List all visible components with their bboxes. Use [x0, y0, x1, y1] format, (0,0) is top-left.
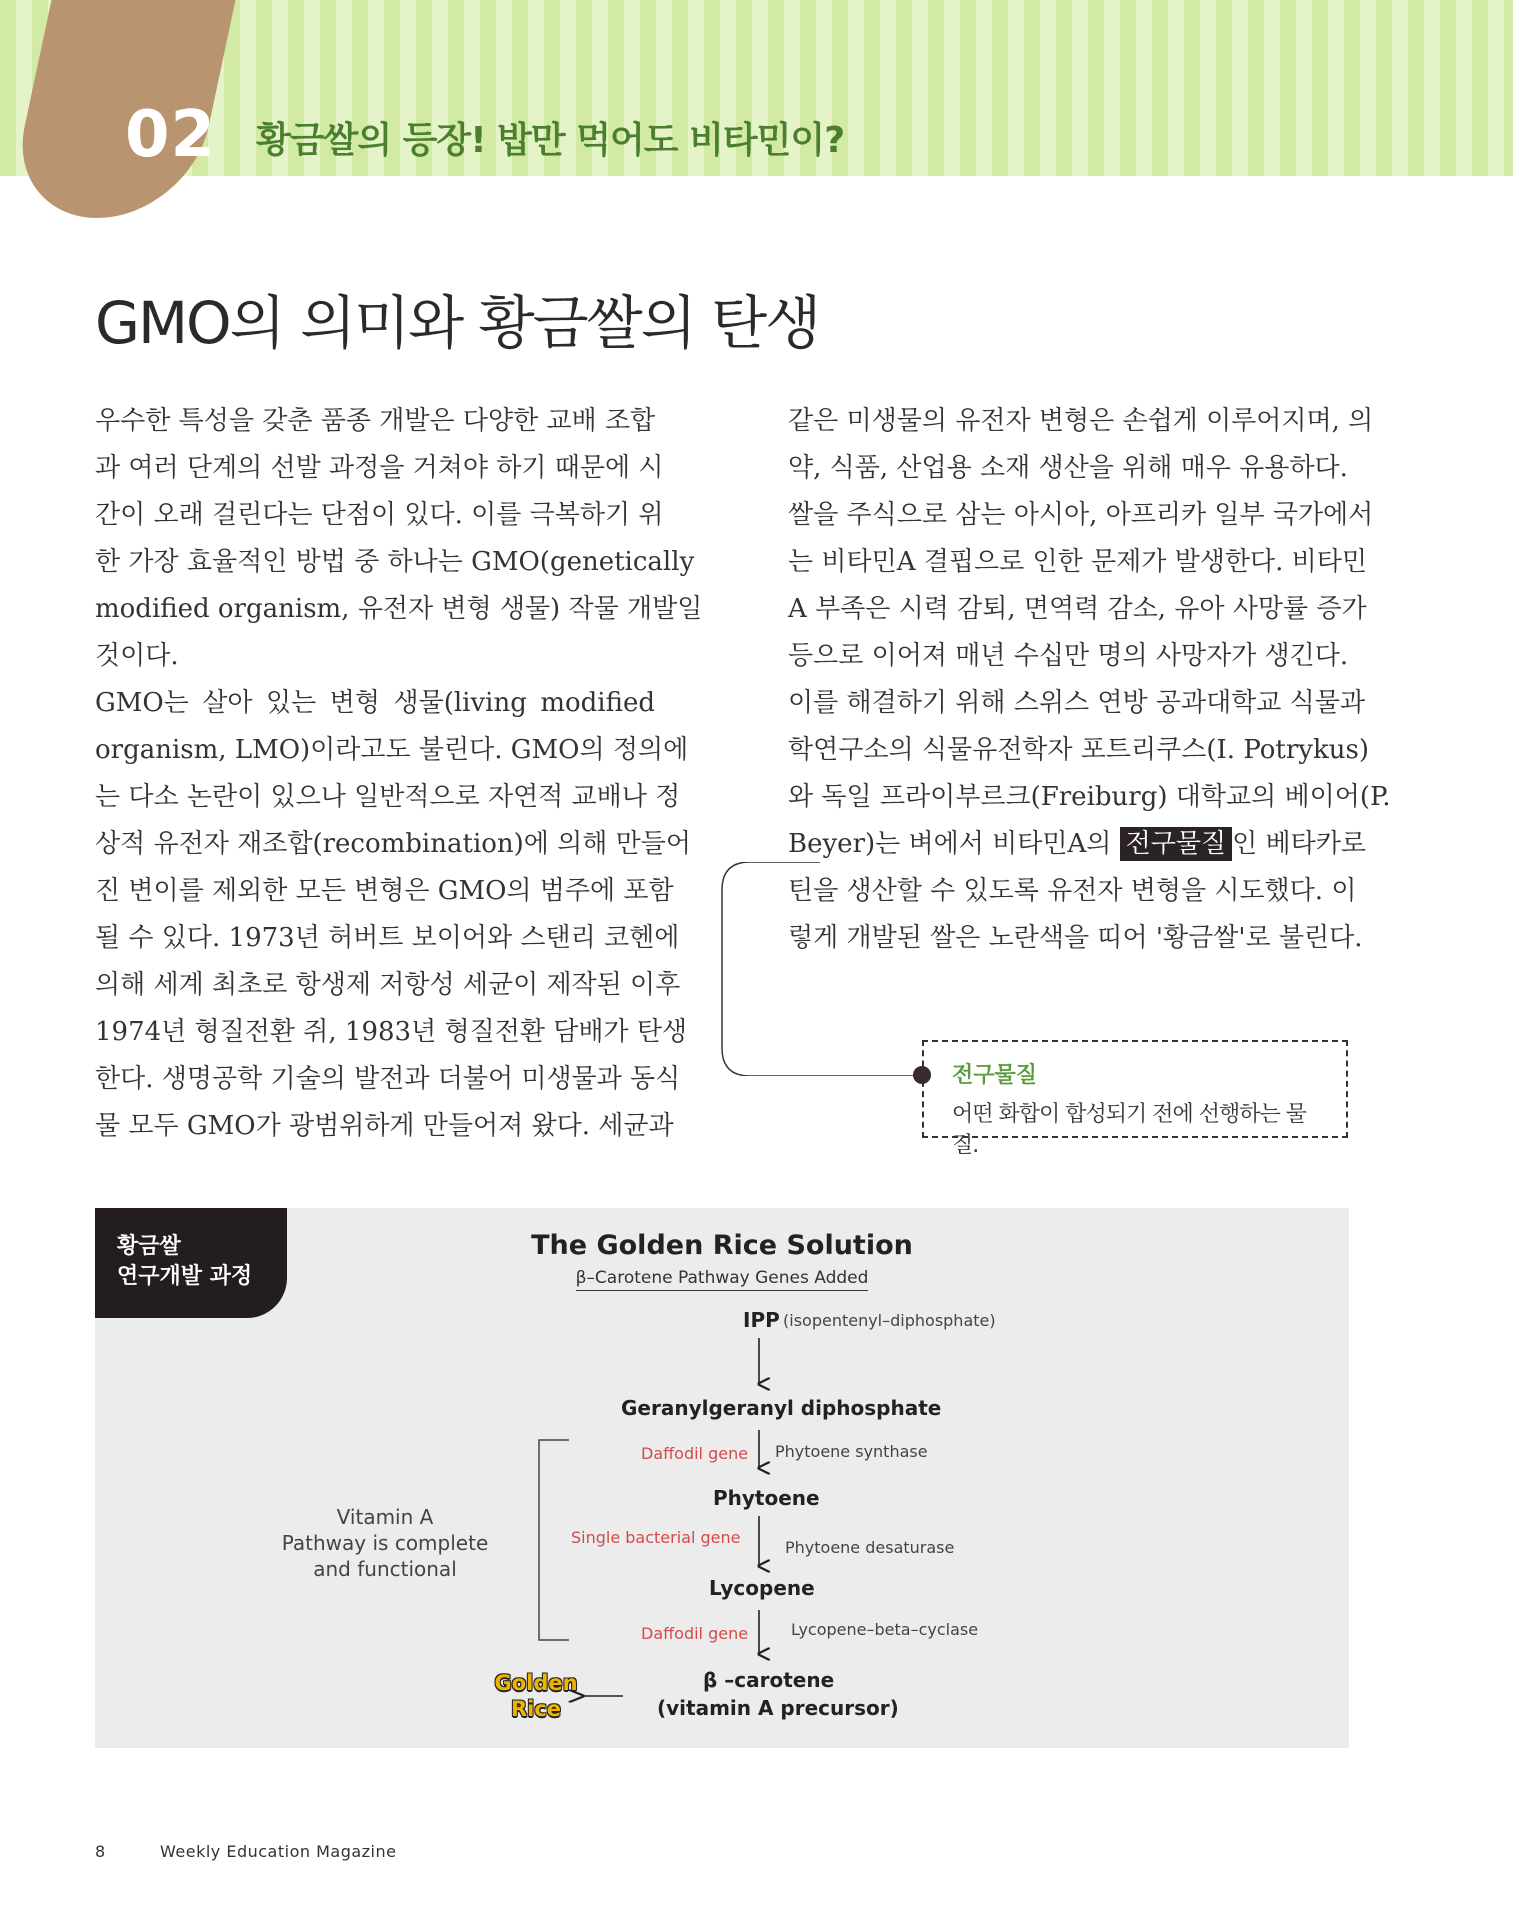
body-text-line: 1974년 형질전환 쥐, 1983년 형질전환 담배가 탄생: [95, 1017, 688, 1047]
body-text-line: 는 비타민A 결핍으로 인한 문제가 발생한다. 비타민: [788, 547, 1367, 577]
gene-daffodil-1: Daffodil gene: [641, 1444, 749, 1463]
enzyme-phytoene-synthase: Phytoene synthase: [775, 1442, 928, 1461]
body-text-line: 한 가장 효율적인 방법 중 하나는 GMO(genetically: [95, 547, 695, 577]
node-phytoene: Phytoene: [713, 1486, 820, 1510]
body-text-line: 진 변이를 제외한 모든 변형은 GMO의 범주에 포함: [95, 876, 674, 906]
figure-title: The Golden Rice Solution: [531, 1230, 913, 1261]
enzyme-lycopene-cyclase: Lycopene–beta–cyclase: [791, 1620, 979, 1639]
gene-daffodil-2: Daffodil gene: [641, 1624, 749, 1643]
body-text-line: 등으로 이어져 매년 수십만 명의 사망자가 생긴다.: [788, 641, 1349, 671]
body-text-line: 것이다.: [95, 641, 179, 671]
pathway-arrows: [95, 1208, 1349, 1748]
pathway-line2: Pathway is complete: [281, 1531, 489, 1555]
pathway-complete-label: [265, 1504, 505, 1582]
body-text-line: organism, LMO)이라고도 불린다. GMO의 정의에: [95, 735, 689, 765]
node-ipp-note: (isopentenyl–diphosphate): [783, 1311, 996, 1330]
glossary-term: 전구물질: [952, 1063, 1038, 1088]
node-bcarotene: β –carotene: [703, 1668, 835, 1692]
body-text-line: 이를 해결하기 위해 스위스 연방 공과대학교 식물과: [788, 688, 1366, 718]
magazine-name: Weekly Education Magazine: [160, 1842, 397, 1861]
page-title: GMO의 의미와 황금쌀의 탄생: [95, 289, 820, 357]
body-text-line: 렇게 개발된 쌀은 노란색을 띠어 '황금쌀'로 불린다.: [788, 923, 1363, 953]
glossary-box: [922, 1040, 1348, 1158]
highlight-line: [788, 821, 1366, 868]
golden-line1: Golden: [494, 1671, 578, 1695]
body-text-line: 한다. 생명공학 기술의 발전과 더불어 미생물과 동식: [95, 1064, 681, 1094]
body-text-line: 같은 미생물의 유전자 변형은 손쉽게 이루어지며, 의: [788, 406, 1374, 436]
node-bcarotene-note: (vitamin A precursor): [657, 1696, 899, 1720]
pathway-line1: Vitamin A: [336, 1505, 434, 1529]
body-text-line: 와 독일 프라이부르크(Freiburg) 대학교의 베이어(P.: [788, 782, 1391, 812]
node-ipp: IPP: [743, 1308, 780, 1332]
glossary-connector: [720, 862, 920, 1076]
body-text-line: 약, 식품, 산업용 소재 생산을 위해 매우 유용하다.: [788, 453, 1348, 483]
body-text-line: modified organism, 유전자 변형 생물) 작물 개발일: [95, 594, 703, 624]
node-ggpp: Geranylgeranyl diphosphate: [621, 1396, 942, 1420]
highlight-after: 인 베타카로: [1232, 829, 1366, 859]
body-text-line: GMO는 살아 있는 변형 생물(living modified: [95, 688, 655, 718]
golden-rice-figure: [95, 1208, 1349, 1748]
body-text-line: 될 수 있다. 1973년 허버트 보이어와 스탠리 코헨에: [95, 923, 680, 953]
gene-bacterial: Single bacterial gene: [571, 1528, 741, 1547]
body-text-line: 간이 오래 걸린다는 단점이 있다. 이를 극복하기 위: [95, 500, 664, 530]
page-number: 8: [95, 1842, 106, 1861]
body-text-line: 는 다소 논란이 있으나 일반적으로 자연적 교배나 정: [95, 782, 681, 812]
section-number: 02: [125, 98, 217, 172]
glossary-definition: 어떤 화합이 합성되기 전에 선행하는 물질.: [952, 1102, 1306, 1158]
golden-rice-label: [490, 1670, 582, 1722]
figure-tag-line1: 황금쌀: [117, 1234, 181, 1259]
body-text-line: 쌀을 주식으로 삼는 아시아, 아프리카 일부 국가에서: [788, 500, 1374, 530]
body-text-line: 우수한 특성을 갖춘 품종 개발은 다양한 교배 조합: [95, 406, 656, 436]
enzyme-phytoene-desaturase: Phytoene desaturase: [785, 1538, 955, 1557]
body-text-line: 물 모두 GMO가 광범위하게 만들어져 왔다. 세균과: [95, 1111, 674, 1141]
body-text-line: 틴을 생산할 수 있도록 유전자 변형을 시도했다. 이: [788, 876, 1357, 906]
golden-line2: Rice: [510, 1697, 562, 1721]
node-lycopene: Lycopene: [709, 1576, 815, 1600]
figure-tag-line2: 연구개발 과정: [117, 1264, 253, 1289]
pathway-line3: and functional: [313, 1557, 457, 1581]
figure-subtitle-text: β–Carotene Pathway Genes Added: [576, 1268, 869, 1291]
body-text-line: 과 여러 단계의 선발 과정을 거쳐야 하기 때문에 시: [95, 453, 664, 483]
body-text-line: A 부족은 시력 감퇴, 면역력 감소, 유아 사망률 증가: [788, 594, 1367, 624]
left-column: [95, 398, 703, 1150]
body-text-line: 학연구소의 식물유전학자 포트리쿠스(I. Potrykus): [788, 735, 1369, 765]
body-text-line: 의해 세계 최초로 항생제 저항성 세균이 제작된 이후: [95, 970, 681, 1000]
section-title: 황금쌀의 등장! 밥만 먹어도 비타민이?: [256, 120, 845, 161]
pathway-bracket: [539, 1440, 569, 1640]
highlight-before: Beyer)는 벼에서 비타민A의: [788, 829, 1120, 859]
body-text-line: 상적 유전자 재조합(recombination)에 의해 만들어: [95, 829, 692, 859]
highlighted-term[interactable]: 전구물질: [1120, 827, 1232, 861]
